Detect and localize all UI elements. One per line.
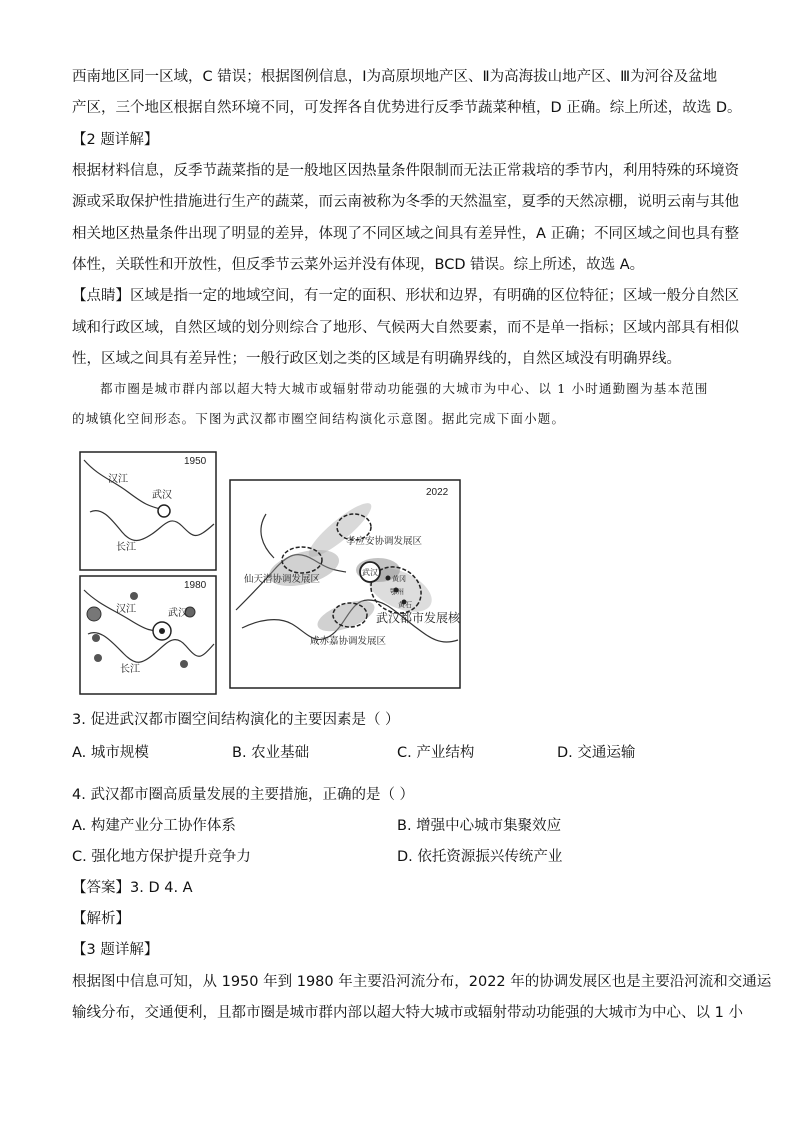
para-line-2: 产区，三个地区根据自然环境不同，可发挥各自优势进行反季节蔬菜种植，D 正确。综上所述，故选 D。 bbox=[72, 100, 742, 116]
para-line-3: 根据材料信息，反季节蔬菜指的是一般地区因热量条件限制而无法正常栽培的季节内，利用特殊的环境资 bbox=[72, 163, 739, 179]
label-hanjiang-1980: 汉江 bbox=[116, 604, 136, 615]
label-huangshi: 黄石 bbox=[398, 601, 412, 609]
tail-line-1: 根据图中信息可知，从 1950 年到 1980 年主要沿河流分布，2022 年的协调发展区也是主要沿河流和交通运 bbox=[72, 974, 772, 990]
para-line-4: 源或采取保护性措施进行生产的蔬菜，而云南被称为冬季的天然温室，夏季的天然凉棚，说明云南与其他 bbox=[72, 194, 739, 210]
section-heading-q2: 【2 题详解】 bbox=[72, 132, 159, 148]
year-1980: 1980 bbox=[184, 580, 207, 591]
material-line-1: 都市圈是城市群内部以超大特大城市或辐射带动功能强的大城市为中心、以 1 小时通勤圈为基本范围 bbox=[100, 381, 709, 396]
q4-option-c[interactable]: C. 强化地方保护提升竞争力 bbox=[72, 849, 251, 865]
tail-line-2: 输线分布，交通便利，且都市圈是城市群内部以超大特大城市或辐射带动功能强的大城市为中心、以 1 小 bbox=[72, 1005, 743, 1021]
label-changjiang-1980: 长江 bbox=[120, 664, 140, 675]
q3-option-b[interactable]: B. 农业基础 bbox=[232, 745, 310, 761]
label-xiantian: 仙天潜协调发展区 bbox=[244, 574, 321, 585]
q3-option-d[interactable]: D. 交通运输 bbox=[557, 745, 636, 761]
tip-line-2: 域和行政区域，自然区域的划分则综合了地形、气候两大自然要素，而不是单一指标；区域内部具有相似 bbox=[72, 320, 739, 336]
label-huanggang: 黄冈 bbox=[392, 575, 406, 583]
para-line-1: 西南地区同一区域，C 错误；根据图例信息，Ⅰ为高原坝地产区、Ⅱ为高海拔山地产区、Ⅲ为河谷及盆地 bbox=[72, 69, 718, 85]
label-xiaoying: 孝应安协调发展区 bbox=[346, 536, 423, 547]
para-line-5: 相关地区热量条件出现了明显的差异，体现了不同区域之间具有差异性，A 正确；不同区域之间也具有整 bbox=[72, 226, 740, 242]
map-1950 bbox=[80, 452, 216, 570]
q4-option-d[interactable]: D. 依托资源振兴传统产业 bbox=[397, 849, 563, 865]
detail-heading-q3: 【3 题详解】 bbox=[72, 942, 159, 958]
material-line-2: 的城镇化空间形态。下图为武汉都市圈空间结构演化示意图。据此完成下面小题。 bbox=[72, 411, 566, 426]
analysis-heading: 【解析】 bbox=[72, 911, 130, 927]
year-2022: 2022 bbox=[426, 487, 449, 498]
map-2022 bbox=[230, 480, 461, 688]
tip-line-3: 性，区域之间具有差异性；一般行政区划之类的区域是有明确界线的，自然区域没有明确界线。 bbox=[72, 351, 681, 367]
label-changjiang-1950: 长江 bbox=[116, 542, 136, 553]
label-xianchi: 咸赤嘉协调发展区 bbox=[310, 636, 387, 647]
q3-option-a[interactable]: A. 城市规模 bbox=[72, 745, 149, 761]
label-wuhan-1950: 武汉 bbox=[152, 490, 172, 501]
label-ezhou: 鄂州 bbox=[390, 588, 404, 596]
label-wuhan-1980: 武汉 bbox=[168, 608, 188, 619]
year-1950: 1950 bbox=[184, 456, 207, 467]
wuhan-evolution-figure bbox=[78, 450, 713, 698]
label-hanjiang-1950: 汉江 bbox=[108, 474, 128, 485]
label-wuhan-2022: 武汉 bbox=[362, 568, 378, 577]
q4-option-b[interactable]: B. 增强中心城市集聚效应 bbox=[397, 818, 562, 834]
label-core: 武汉都市发展核 bbox=[376, 611, 461, 625]
q4-stem: 4. 武汉都市圈高质量发展的主要措施，正确的是（ ） bbox=[72, 787, 415, 803]
para-line-6: 体性，关联性和开放性，但反季节云菜外运并没有体现，BCD 错误。综上所述，故选 A。 bbox=[72, 257, 645, 273]
q3-stem: 3. 促进武汉都市圈空间结构演化的主要因素是（ ） bbox=[72, 712, 400, 728]
tip-line-1: 【点睛】区域是指一定的地域空间，有一定的面积、形状和边界，有明确的区位特征；区域一般分自然区 bbox=[72, 288, 739, 304]
answer-line: 【答案】3. D 4. A bbox=[72, 880, 193, 896]
q3-option-c[interactable]: C. 产业结构 bbox=[397, 745, 475, 761]
map-1980 bbox=[80, 576, 216, 694]
q4-option-a[interactable]: A. 构建产业分工协作体系 bbox=[72, 818, 236, 834]
